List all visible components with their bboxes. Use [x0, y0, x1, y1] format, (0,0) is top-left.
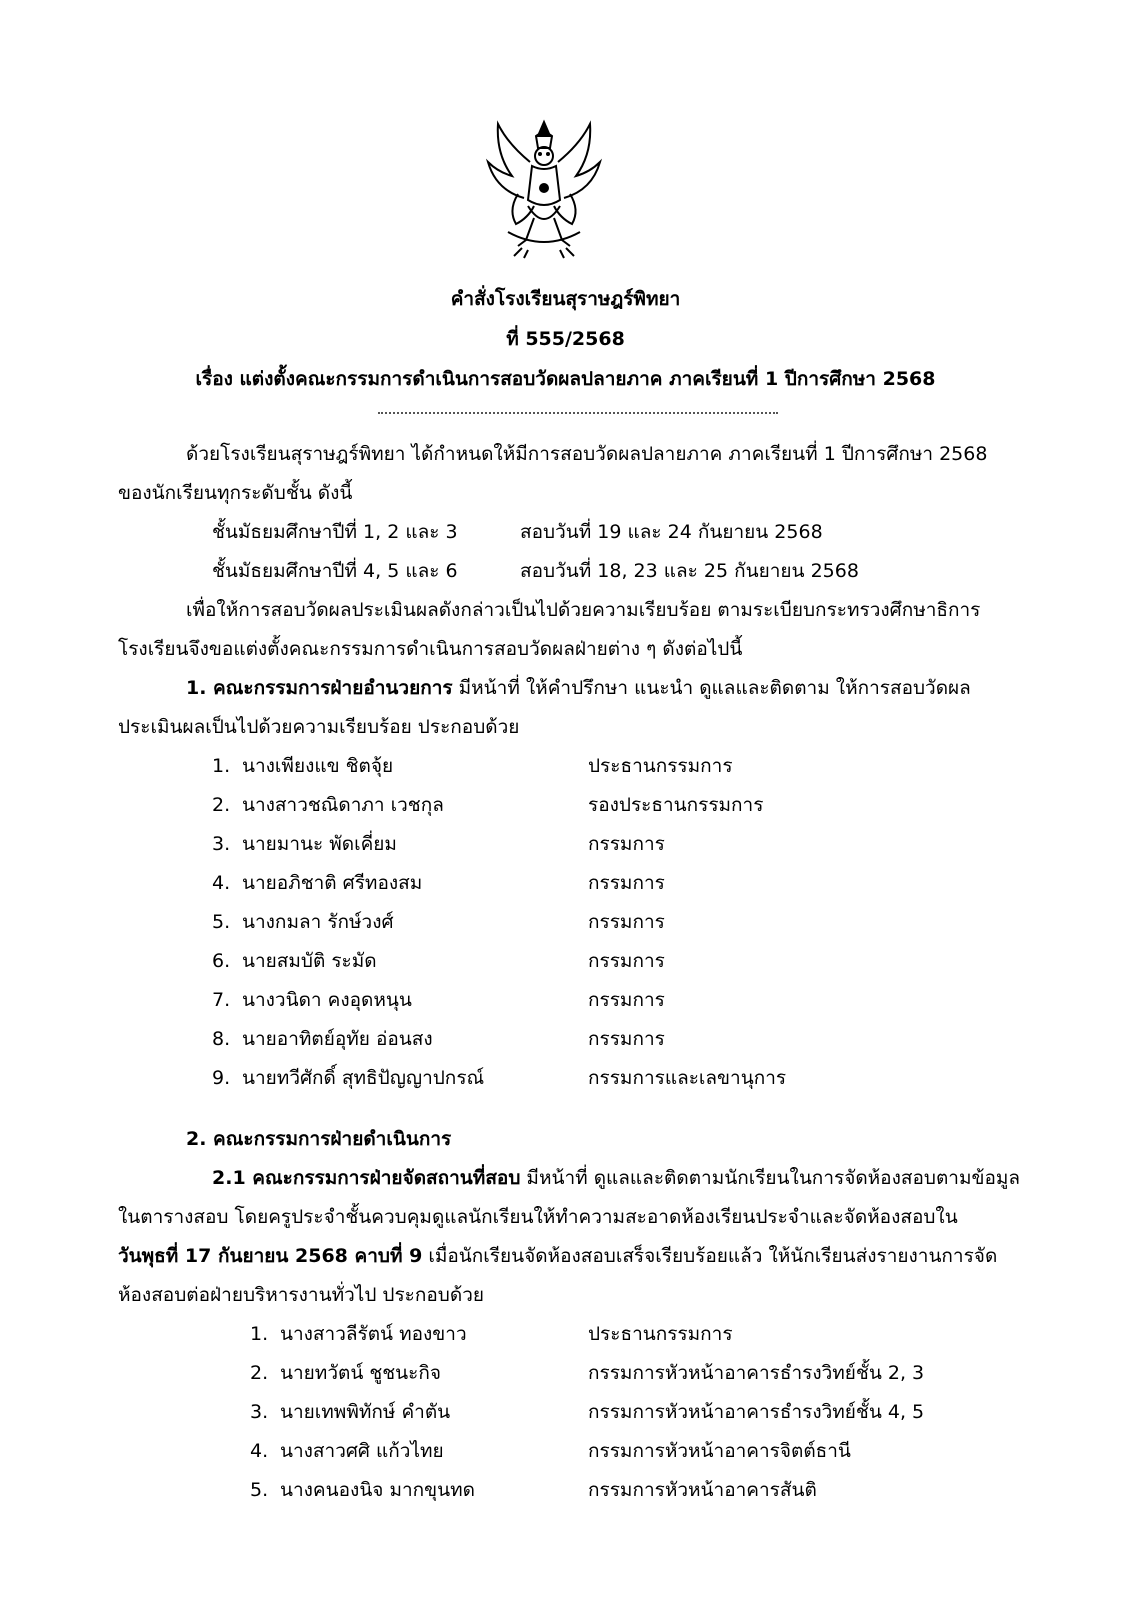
member-role: กรรมการหัวหน้าอาคารสันติ [588, 1479, 817, 1501]
section-2-1-title: 2.1 คณะกรรมการฝ่ายจัดสถานที่สอบ [212, 1167, 521, 1189]
member-name: นายอาทิตย์อุทัย อ่อนสง [242, 1028, 433, 1050]
member-name: นายอภิชาติ ศรีทองสม [242, 872, 423, 894]
member-number: 2. [250, 1362, 269, 1384]
member-row [250, 1359, 441, 1387]
purpose-line-1: เพื่อให้การสอบวัดผลประเมินผลดังกล่าวเป็นไปด้วยความเรียบร้อย ตามระเบียบกระทรวงศึกษาธิการ [186, 599, 981, 621]
section-1-duty: มีหน้าที่ ให้คำปรึกษา แนะนำ ดูแลและติดตาม ให้การสอบวัดผล [452, 677, 971, 699]
section-2-1-line-3 [118, 1242, 997, 1270]
member-role: กรรมการ [588, 1028, 665, 1050]
member-row [212, 908, 394, 936]
member-number: 4. [250, 1440, 269, 1462]
member-role: รองประธานกรรมการ [588, 794, 764, 816]
member-number: 1. [212, 755, 231, 777]
order-subject [0, 364, 1131, 394]
member-row [250, 1437, 444, 1465]
setup-instruction: เมื่อนักเรียนจัดห้องสอบเสร็จเรียบร้อยแล้ว ให้นักเรียนส่งรายงานการจัด [422, 1245, 998, 1267]
member-row [212, 986, 412, 1014]
garuda-emblem-icon [478, 114, 610, 260]
member-number: 4. [212, 872, 231, 894]
member-name: นางกมลา รักษ์วงศ์ [242, 911, 394, 933]
member-name: นางเพียงแข ชิตจุ้ย [242, 755, 394, 777]
member-row [250, 1320, 467, 1348]
member-row [212, 947, 377, 975]
member-name: นายมานะ พัดเคี่ยม [242, 833, 397, 855]
section-2-1-line-2: ในตารางสอบ โดยครูประจำชั้นควบคุมดูแลนักเรียนให้ทำความสะอาดห้องเรียนประจำและจัดห้องสอบใน [118, 1206, 958, 1228]
member-role: กรรมการ [588, 950, 665, 972]
order-org-line: คำสั่งโรงเรียนสุราษฎร์พิทยา [450, 288, 681, 310]
member-role: กรรมการ [588, 833, 665, 855]
section-1-title: 1. คณะกรรมการฝ่ายอำนวยการ [186, 677, 453, 699]
member-row [212, 791, 444, 819]
member-number: 8. [212, 1028, 231, 1050]
section-2-heading: 2. คณะกรรมการฝ่ายดำเนินการ [186, 1128, 452, 1150]
member-number: 3. [250, 1401, 269, 1423]
member-row [212, 752, 393, 780]
section-2-1-duty: มีหน้าที่ ดูแลและติดตามนักเรียนในการจัดห้องสอบตามข้อมูล [520, 1167, 1021, 1189]
member-name: นายทวัตน์ ชูชนะกิจ [280, 1362, 441, 1384]
member-name: นางสาวลีรัตน์ ทองขาว [280, 1323, 467, 1345]
member-number: 5. [250, 1479, 269, 1501]
member-role: กรรมการ [588, 911, 665, 933]
member-role: ประธานกรรมการ [588, 755, 733, 777]
schedule-1-date: สอบวันที่ 19 และ 24 กันยายน 2568 [520, 521, 823, 543]
member-name: นางสาวชณิดาภา เวชกุล [242, 794, 444, 816]
dotted-divider [378, 412, 778, 414]
member-role: กรรมการ [588, 872, 665, 894]
member-number: 1. [250, 1323, 269, 1345]
intro-line-1: ด้วยโรงเรียนสุราษฎร์พิทยา ได้กำหนดให้มีการสอบวัดผลปลายภาค ภาคเรียนที่ 1 ปีการศึกษา 2568 [186, 443, 988, 465]
member-role: กรรมการหัวหน้าอาคารธำรงวิทย์ชั้น 2, 3 [588, 1362, 925, 1384]
member-number: 3. [212, 833, 231, 855]
member-row [250, 1476, 475, 1504]
member-role: กรรมการหัวหน้าอาคารธำรงวิทย์ชั้น 4, 5 [588, 1401, 925, 1423]
member-name: นายสมบัติ ระมัด [242, 950, 377, 972]
section-2-1-line-4: ห้องสอบต่อฝ่ายบริหารงานทั่วไป ประกอบด้วย [118, 1284, 485, 1306]
member-number: 9. [212, 1067, 231, 1089]
section-1-line-2: ประเมินผลเป็นไปด้วยความเรียบร้อย ประกอบด้วย [118, 716, 520, 738]
schedule-1-level: ชั้นมัธยมศึกษาปีที่ 1, 2 และ 3 [212, 521, 458, 543]
order-number: ที่ 555/2568 [506, 328, 625, 350]
member-name: นางสาวศศิ แก้วไทย [280, 1440, 444, 1462]
schedule-2-date: สอบวันที่ 18, 23 และ 25 กันยายน 2568 [520, 560, 859, 582]
member-role: ประธานกรรมการ [588, 1323, 733, 1345]
member-row [212, 1025, 433, 1053]
member-role: กรรมการ [588, 989, 665, 1011]
member-number: 5. [212, 911, 231, 933]
member-name: นายเทพพิทักษ์ คำตัน [280, 1401, 451, 1423]
intro-line-2: ของนักเรียนทุกระดับชั้น ดังนี้ [118, 482, 353, 504]
member-number: 2. [212, 794, 231, 816]
section-2-1-heading [212, 1164, 1020, 1192]
schedule-2-level: ชั้นมัธยมศึกษาปีที่ 4, 5 และ 6 [212, 560, 458, 582]
member-number: 7. [212, 989, 231, 1011]
member-role: กรรมการหัวหน้าอาคารจิตต์ธานี [588, 1440, 851, 1462]
member-name: นางวนิดา คงอุดหนุน [242, 989, 412, 1011]
member-name: นายทวีศักดิ์ สุทธิปัญญาปกรณ์ [242, 1067, 485, 1089]
member-name: นางคนองนิจ มากขุนทด [280, 1479, 476, 1501]
member-row [212, 1064, 484, 1092]
member-number: 6. [212, 950, 231, 972]
section-1-heading [186, 674, 971, 702]
subject-text: แต่งตั้งคณะกรรมการดำเนินการสอบวัดผลปลายภาค ภาคเรียนที่ 1 ปีการศึกษา 2568 [239, 368, 936, 390]
setup-date: วันพุธที่ 17 กันยายน 2568 คาบที่ 9 [118, 1245, 423, 1267]
subject-label: เรื่อง [195, 368, 233, 390]
member-row [250, 1398, 450, 1426]
member-row [212, 830, 397, 858]
member-row [212, 869, 422, 897]
member-role: กรรมการและเลขานุการ [588, 1067, 787, 1089]
purpose-line-2: โรงเรียนจึงขอแต่งตั้งคณะกรรมการดำเนินการสอบวัดผลฝ่ายต่าง ๆ ดังต่อไปนี้ [118, 638, 743, 660]
